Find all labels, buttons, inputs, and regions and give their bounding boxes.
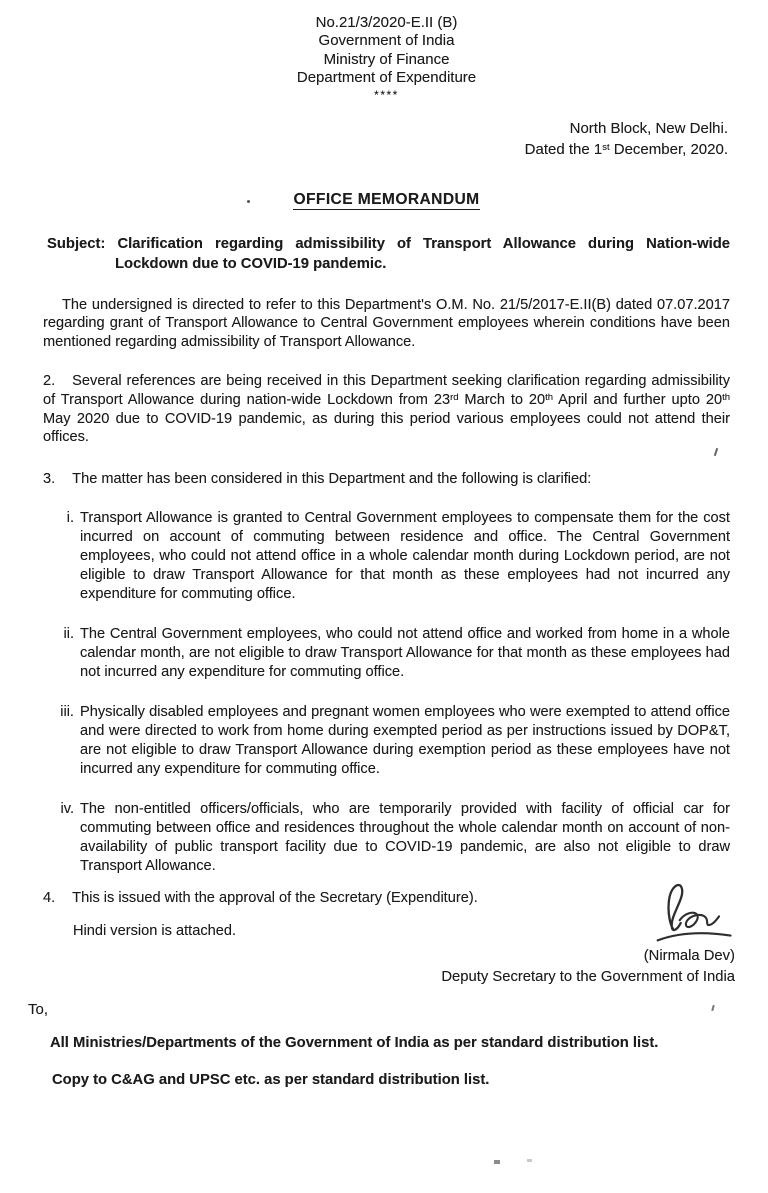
date-line: Dated the 1st December, 2020.	[524, 140, 728, 158]
paragraph-4-number: 4.	[43, 890, 56, 907]
scan-artifact-speck-1	[494, 1160, 500, 1164]
signature-block	[441, 946, 735, 987]
list-item-i-label: i.	[66, 510, 74, 527]
subject-text: Clarification regarding admissibility of Transport Allowance during Nation-wide Lockdown due to COVID-19 pandemic.	[105, 235, 730, 273]
to-line: To,	[28, 1000, 49, 1018]
list-item-iv-label: iv.	[60, 801, 74, 818]
memo-heading-text: OFFICE MEMORANDUM	[293, 190, 480, 208]
scan-artifact-speck-2	[527, 1159, 532, 1162]
list-item-i-text: Transport Allowance is granted to Central Government employees to compensate them for the cost incurred on account of commuting between residence and office. The Central Government employees, who could not attend office in a whole calendar month during Lockdown period, are not eligible to draw Transport Allowance for that month as these employees had not incurred any expenditure for commuting office.	[80, 510, 730, 603]
paragraph-3-text: The matter has been considered in this Department and the following is clarified:	[72, 470, 592, 487]
signatory-title: Deputy Secretary to the Government of India	[441, 968, 735, 985]
clarification-list	[43, 509, 730, 876]
subject-line	[47, 234, 730, 275]
list-item-i	[43, 509, 730, 604]
distribution-line-1: All Ministries/Departments of the Government of India as per standard distribution list.	[50, 1034, 659, 1051]
paragraph-2: 2. Several references are being received in this Department seeking clarification regarding admissibility of Transport Allowance during nation-wide Lockdown from 23rd March to 20th April and further upto 20th May 2020 due to COVID-19 pandemic, as during this period various employees could not attend their offices.	[43, 373, 730, 446]
list-item-iii-text: Physically disabled employees and pregnant women employees who were exempted to attend office and were directed to work from home during exempted period as per instructions issued by DOP&T, are not eligible to draw Transport Allowance during exemption period as these employees have not incurred any expenditure for commuting office.	[80, 704, 730, 778]
org-line-government: Government of India	[318, 32, 455, 50]
subject-label: Subject:	[47, 235, 106, 252]
paragraph-1: The undersigned is directed to refer to this Department's O.M. No. 21/5/2017-E.II(B) dated 07.07.2017 regarding grant of Transport Allowance to Central Government employees wherein conditions have been mentioned regarding admissibility of Transport Allowance.	[43, 296, 730, 350]
paragraph-3	[43, 470, 730, 489]
place-line: North Block, New Delhi.	[569, 119, 728, 137]
list-item-ii	[43, 625, 730, 682]
divider-stars: ****	[374, 87, 399, 102]
sup-rd: rd	[450, 392, 459, 403]
list-item-iv	[43, 800, 730, 876]
list-item-ii-label: ii.	[63, 626, 74, 643]
date-ordinal-sup: st	[602, 141, 610, 153]
org-line-department: Department of Expenditure	[296, 69, 477, 87]
sup-th-1: th	[545, 392, 554, 403]
reference-number: No.21/3/2020-E.II (B)	[315, 14, 458, 31]
distribution-line-2: Copy to C&AG and UPSC etc. as per standard distribution list.	[52, 1071, 490, 1088]
list-item-iii-label: iii.	[60, 704, 74, 721]
signatory-name: (Nirmala Dev)	[643, 948, 735, 964]
sup-th-2: th	[722, 392, 730, 403]
memo-heading	[43, 191, 730, 209]
paragraph-4-text: This is issued with the approval of the Secretary (Expenditure).	[72, 890, 478, 907]
list-item-ii-text: The Central Government employees, who could not attend office and worked from home in a whole calendar month, are not eligible to draw Transport Allowance for that month as these employees had not incurred any expenditure for commuting office.	[80, 626, 730, 681]
letterhead	[43, 14, 730, 101]
signature-icon	[648, 876, 744, 950]
org-line-ministry: Ministry of Finance	[323, 50, 450, 68]
list-item-iii	[43, 703, 730, 779]
list-item-iv-text: The non-entitled officers/officials, who are temporarily provided with facility of official car for commuting between office and residences throughout the whole calendar month on account of non-availability of public transport facility due to COVID-19 pandemic, are also not eligible to draw Transport Allowance.	[80, 801, 730, 875]
paragraph-2-number: 2.	[43, 373, 56, 390]
paragraph-4	[43, 889, 730, 908]
hindi-version-note: Hindi version is attached.	[73, 922, 237, 939]
dateline	[43, 118, 730, 160]
paragraph-3-number: 3.	[43, 470, 56, 487]
scan-artifact-dot	[247, 200, 250, 203]
